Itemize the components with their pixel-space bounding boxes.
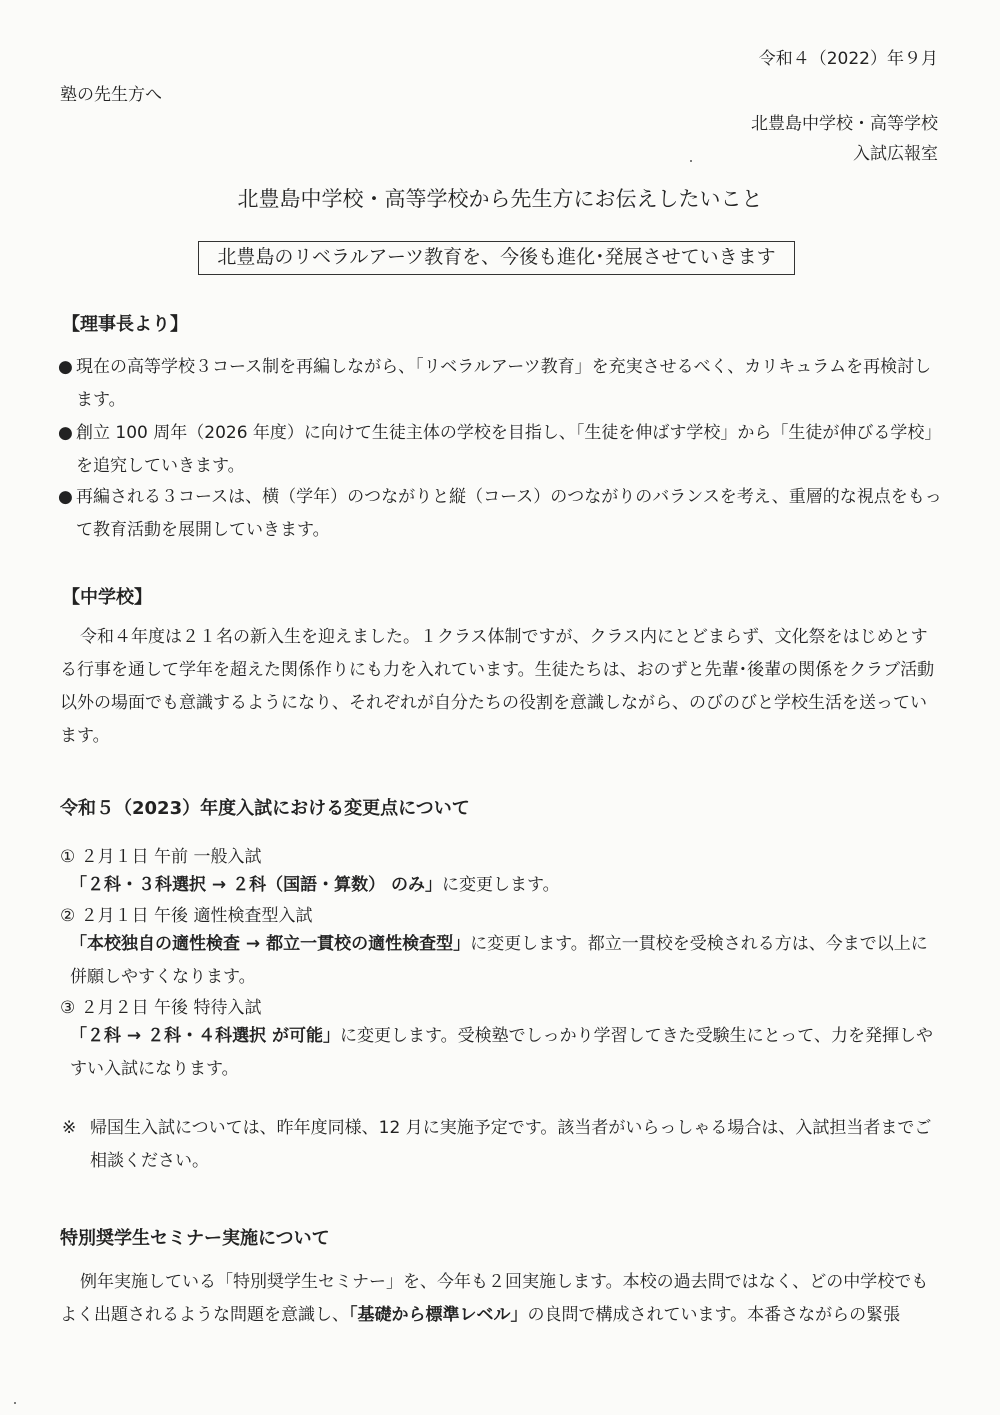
chairman-bullet-list [58,351,948,547]
junior-high-paragraph: 令和４年度は２１名の新入生を迎えました。１クラス体制ですが、クラス内にとどまらず、文化祭をはじめとする行事を通して学年を超えた関係作りにも力を入れています。生徒たちは、おのずと先輩･後輩の関係をクラブ活動以外の場面でも意識するようになり、それぞれが自分たちの役割を意識しながら、のびのびと学校生活を送っています。 [60,627,935,746]
exam-item-number: ② [60,906,76,926]
returnee-note [62,1112,942,1178]
note-mark: ※ [62,1118,77,1138]
subtitle-box: 北豊島のリベラルアーツ教育を、今後も進化･発展させていきます [198,241,795,275]
bullet-text: 再編される３コースは、横（学年）のつながりと縦（コース）のつながりのバランスを考え、重層的な視点をもって教育活動を展開していきます。 [76,487,942,540]
bullet-item [58,417,948,481]
exam-item-3-title [60,997,261,1019]
exam-change-text: 「２科・３科選択 → ２科（国語・算数） のみ」 [70,875,442,895]
seminar-text-bold: 「基礎から標準レベル」 [349,1305,528,1325]
exam-change-suffix: に変更します。 [442,875,560,895]
exam-change-text: 「２科 → ２科・４科選択 が可能」 [70,1026,340,1046]
issue-date: 令和４（2022）年９月 [758,49,938,69]
seminar-paragraph [60,1266,940,1332]
note-text: 帰国生入試については、昨年度同様、12 月に実施予定です。該当者がいらっしゃる場合は、入試担当者までご相談ください。 [90,1118,932,1171]
document-title: 北豊島中学校・高等学校から先生方にお伝えしたいこと [237,187,763,211]
sender-office: 入試広報室 [853,144,938,164]
bullet-icon: ● [58,423,73,443]
exam-item-2-title [60,905,312,927]
seminar-text-start: 例年実施している「特別奨学生セミナー」を、今年も２回実施します。本校の過去問ではなく、どの中学校でもよく出題されるような問題を意識し、 [60,1272,929,1325]
exam-changes-heading: 令和５（2023）年度入試における変更点について [60,798,470,819]
exam-item-label: ２月１日 午前 一般入試 [80,847,262,867]
bullet-icon: ● [58,357,73,377]
bullet-item [58,481,948,547]
exam-item-number: ① [60,847,76,867]
exam-item-number: ③ [60,998,76,1018]
exam-change-suffix: に変更します。受検塾でしっかり学習してきた受験生にとって、力を発揮しやすい入試になります。 [70,1026,933,1079]
bullet-icon: ● [58,487,73,507]
scan-speck [14,1402,16,1404]
bullet-text: 現在の高等学校３コース制を再編しながら、「リベラルアーツ教育」を充実させるべく、カリキュラムを再検討します。 [76,357,932,410]
exam-item-2-detail [70,928,942,994]
recipient-line: 塾の先生方へ [60,85,162,105]
bullet-text: 創立 100 周年（2026 年度）に向けて生徒主体の学校を目指し、「生徒を伸ばす学校」から「生徒が伸びる学校」を追究していきます。 [76,423,942,476]
exam-item-label: ２月１日 午後 適性検査型入試 [80,906,313,926]
bullet-item [58,351,948,417]
seminar-heading: 特別奨学生セミナー実施について [60,1228,330,1249]
exam-item-1-detail [70,869,942,902]
exam-item-1-title [60,846,261,868]
exam-change-suffix: に変更します。都立一貫校を受検される方は、今まで以上に併願しやすくなります。 [70,934,928,987]
exam-change-text: 「本校独自の適性検査 → 都立一貫校の適性検査型」 [70,934,471,954]
exam-item-label: ２月２日 午後 特待入試 [80,998,262,1018]
seminar-text-end: の良問で構成されています。本番さながらの緊張 [527,1305,901,1325]
scan-speck [690,160,692,162]
exam-item-3-detail [70,1020,942,1086]
junior-high-heading: 【中学校】 [62,587,152,608]
sender-school: 北豊島中学校・高等学校 [751,114,938,134]
chairman-heading: 【理事長より】 [62,314,188,335]
